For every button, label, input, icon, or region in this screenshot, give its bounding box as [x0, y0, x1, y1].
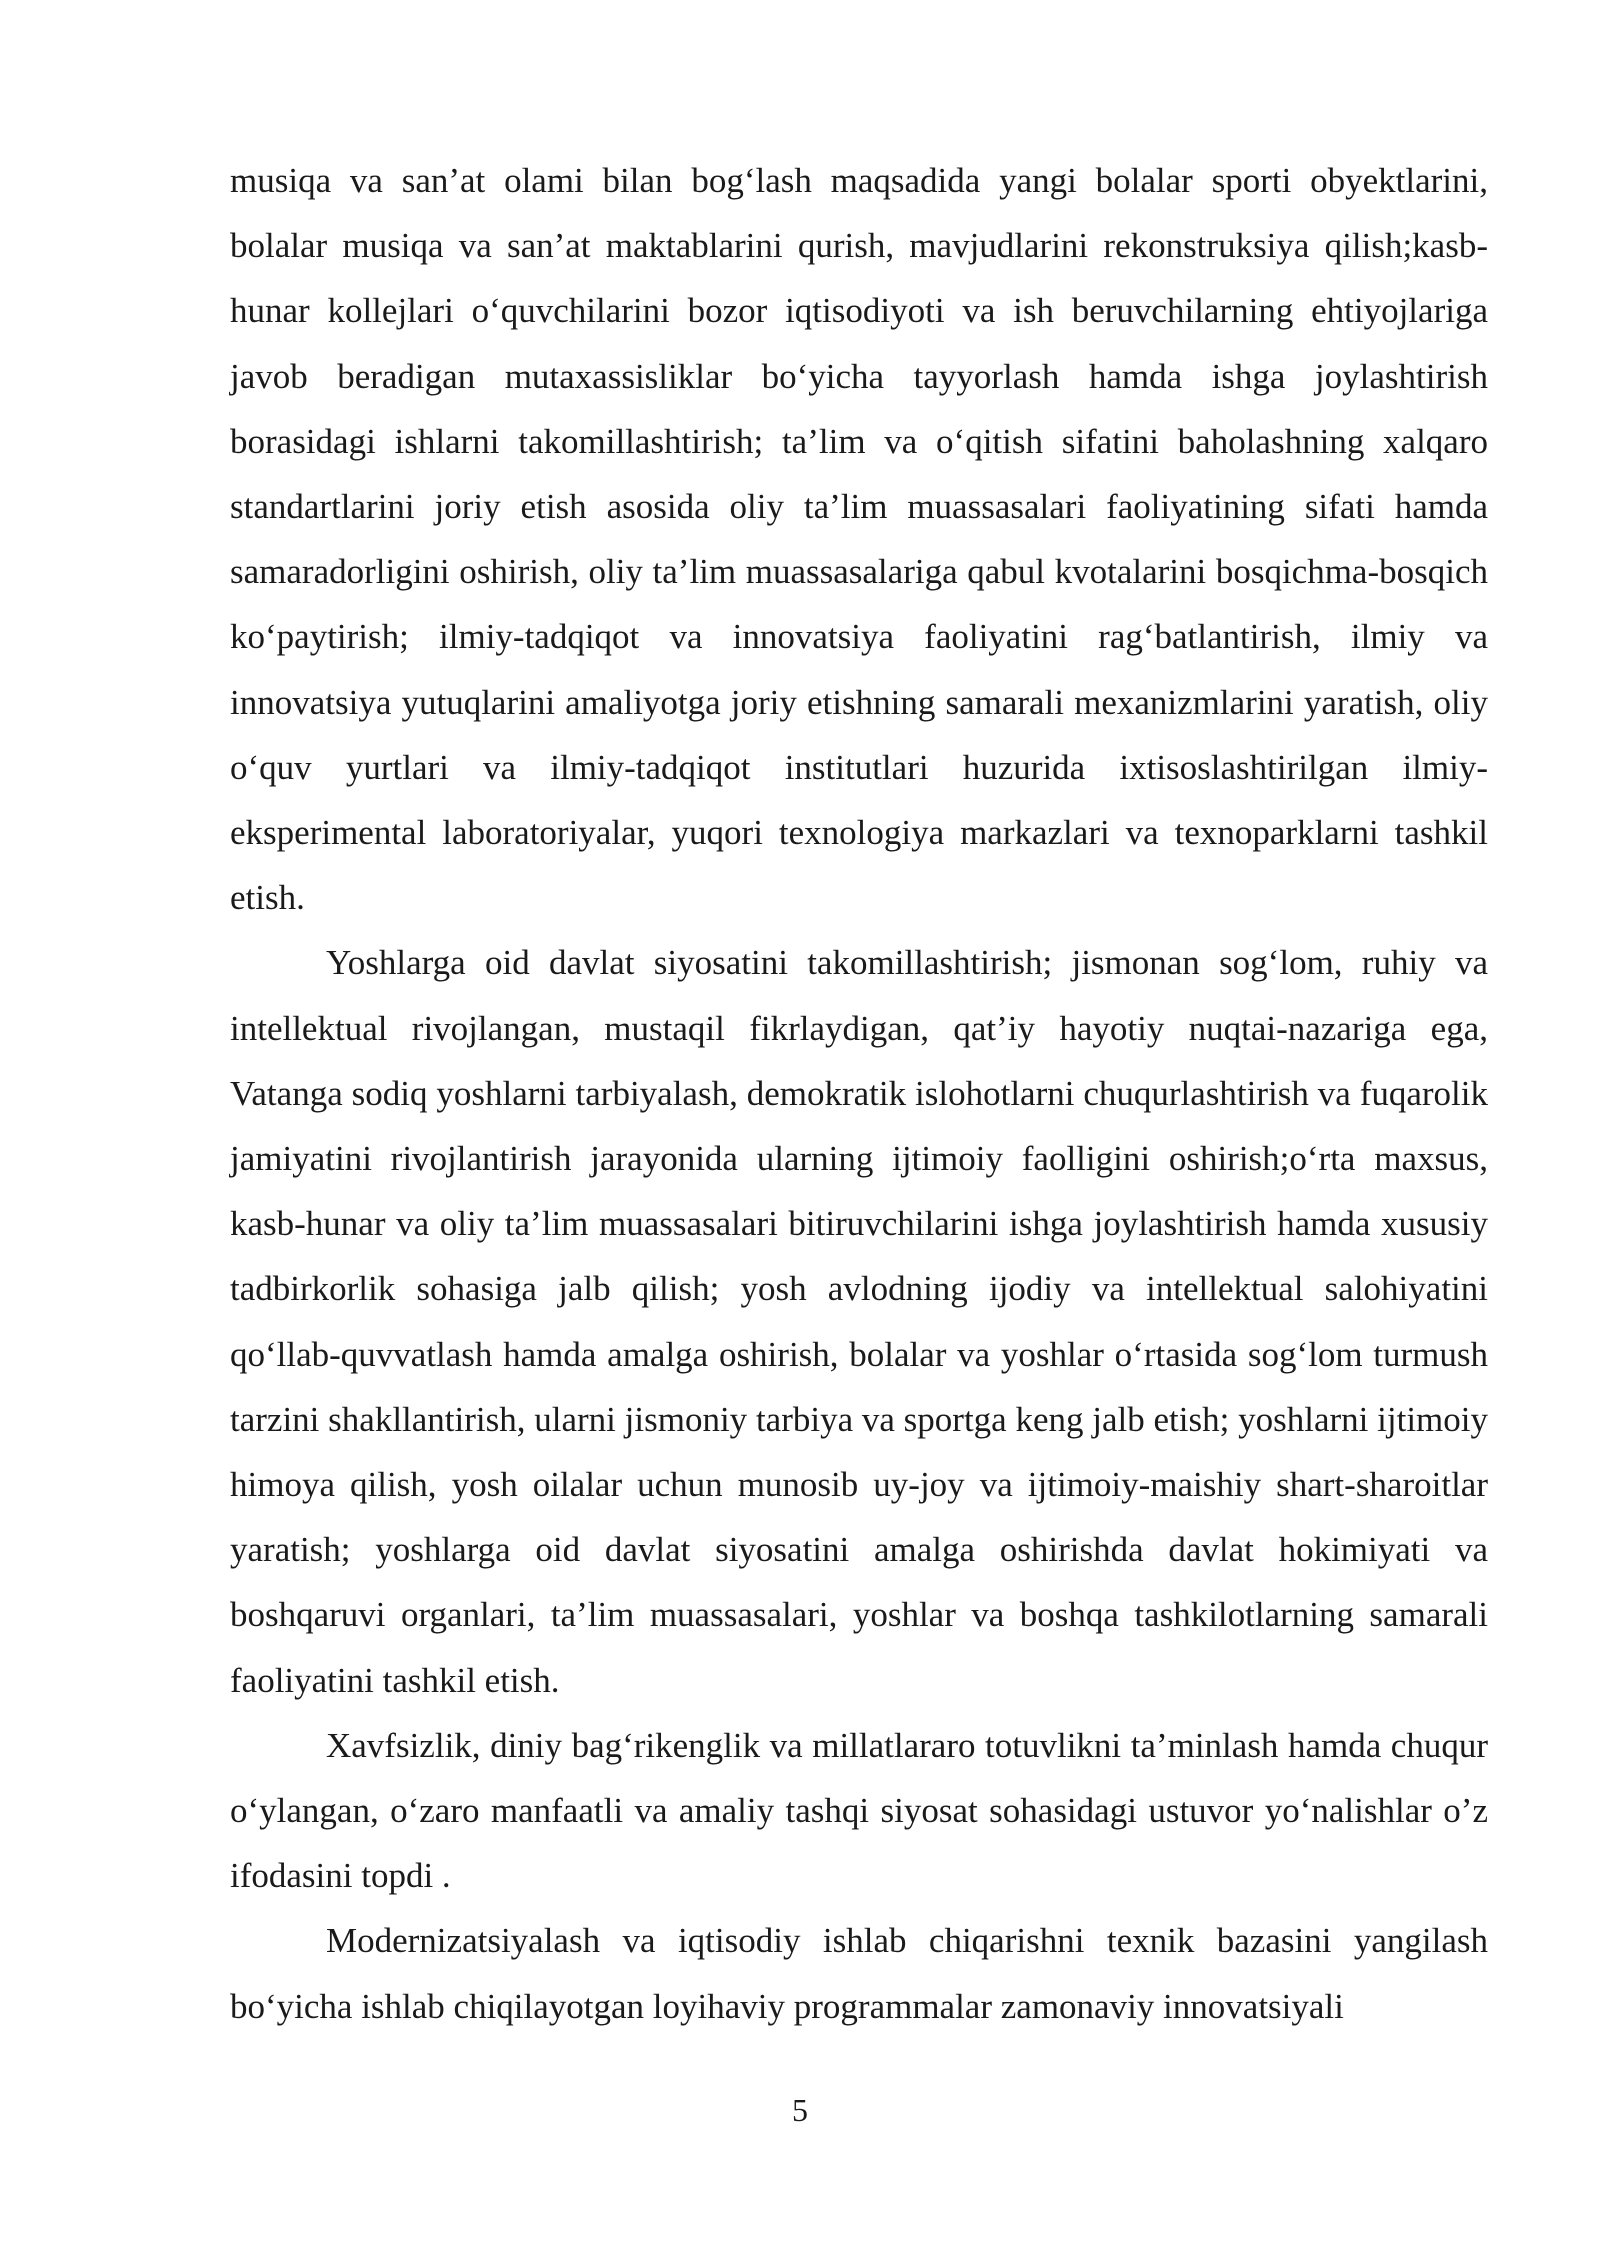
paragraph-3: Xavfsizlik, diniy bag‘rikenglik va millatlararo totuvlikni ta’minlash hamda chuqur o‘ylangan, o‘zaro manfaatli va amaliy tashqi siyosat sohasidagi ustuvor yo‘nalishlar o’z ifodasini topdi . — [230, 1725, 1488, 1896]
paragraph-2: Yoshlarga oid davlat siyosatini takomillashtirish; jismonan sog‘lom, ruhiy va intellektual rivojlangan, mustaqil fikrlaydigan, qat’iy hayotiy nuqtai-nazariga ega, Vatanga sodiq yoshlarni tarbiyalash, demokratik islohotlarni chuqurlashtirish va fuqarolik jamiyatini rivojlantirish jarayonida ularning ijtimoiy faolligini oshirish;o‘rta maxsus, kasb-hunar va oliy ta’lim muassasalari bitiruvchilarini ishga joylashtirish hamda xususiy tadbirkorlik sohasiga jalb qilish; yosh avlodning ijodiy va intellektual salohiyatini qo‘llab-quvvatlash hamda amalga oshirish, bolalar va yoshlar o‘rtasida sog‘lom turmush tarzini shakllantirish, ularni jismoniy tarbiya va sportga keng jalb etish; yoshlarni ijtimoiy himoya qilish, yosh oilalar uchun munosib uy-joy va ijtimoiy-maishiy shart-sharoitlar yaratish; yoshlarga oid davlat siyosatini amalga oshirishda davlat hokimiyati va boshqaruvi organlari, ta’lim muassasalari, yoshlar va boshqa tashkilotlarning samarali faoliyatini tashkil etish. — [230, 943, 1488, 1700]
page-number: 5 — [792, 2092, 808, 2128]
body-text — [230, 148, 1488, 2039]
paragraph-4: Modernizatsiyalash va iqtisodiy ishlab chiqarishni texnik bazasini yangilash bo‘yicha ishlab chiqilayotgan loyihaviy programmalar zamonaviy innovatsiyali — [230, 1921, 1488, 2026]
paragraph-1: musiqa va san’at olami bilan bog‘lash maqsadida yangi bolalar sporti obyektlarini, bolalar musiqa va san’at maktablarini qurish, mavjudlarini rekonstruksiya qilish;kasb-hunar kollejlari o‘quvchilarini bozor iqtisodiyoti va ish beruvchilarning ehtiyojlariga javob beradigan mutaxassisliklar bo‘yicha tayyorlash hamda ishga joylashtirish borasidagi ishlarni takomillashtirish; ta’lim va o‘qitish sifatini baholashning xalqaro standartlarini joriy etish asosida oliy ta’lim muassasalari faoliyatining sifati hamda samaradorligini oshirish, oliy ta’lim muassasalariga qabul kvotalarini bosqichma-bosqich ko‘paytirish; ilmiy-tadqiqot va innovatsiya faoliyatini rag‘batlantirish, ilmiy va innovatsiya yutuqlarini amaliyotga joriy etishning samarali mexanizmlarini yaratish, oliy o‘quv yurtlari va ilmiy-tadqiqot institutlari huzurida ixtisoslashtirilgan ilmiy-eksperimental laboratoriyalar, yuqori texnologiya markazlari va texnoparklarni tashkil etish. — [230, 161, 1488, 918]
